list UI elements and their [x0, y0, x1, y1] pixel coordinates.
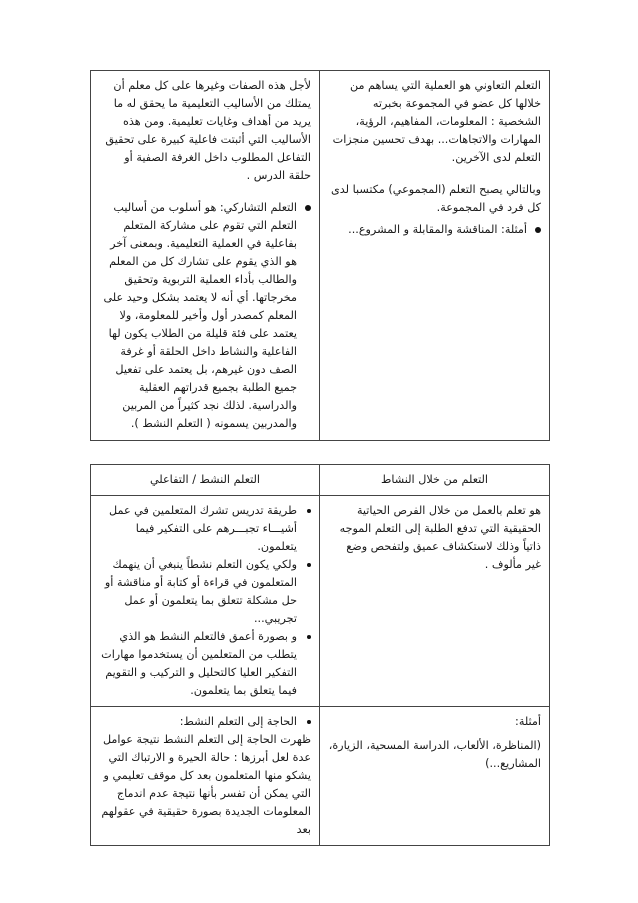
collaborative-definition: التعلم التعاوني هو العملية التي يساهم من خلالها كل عضو في المجموعة بخبرته الشخصية : المعلومات، المفاهيم، الرؤية، المهارات والاتجاهات... بهدف تحسين منجزات التعلم لدى الآخرين.: [332, 79, 541, 164]
table-active-learning: [90, 464, 550, 846]
collaborative-examples: أمثلة: المناقشة والمقابلة و المشروع...: [328, 221, 541, 239]
cell-participatory: [91, 71, 320, 441]
need-title: الحاجة إلى التعلم النشط:: [99, 713, 311, 731]
collaborative-result: وبالتالي يصبح التعلم (المجموعي) مكتسبا لدى كل فرد في المجموعة.: [330, 183, 541, 214]
table-collaborative-learning: [90, 70, 550, 441]
cell-activity-definition: [320, 496, 550, 707]
examples-list: (المناظرة، الألعاب، الدراسة المسحية، الزيارة، المشاريع...): [328, 739, 541, 770]
header-learning-through-activity: التعلم من خلال النشاط: [320, 465, 550, 496]
cell-collaborative: [320, 71, 550, 441]
need-text: ظهرت الحاجة إلى التعلم النشط نتيجة عوامل عدة لعل أبرزها : حالة الحيرة و الارتباك التي يشكو منها المتعلمون بعد كل موقف تعليمي و التي يمكن أن تفسر بأنها نتيجة عدم اندماج المعلومات الجديدة بصورة حقيقية في عقولهم بعد: [101, 733, 311, 836]
cell-examples: [320, 707, 550, 846]
activity-definition: هو تعلم بالعمل من خلال الفرص الحياتية الحقيقية التي تدفع الطلبة إلى التعلم الموجه ذاتياً وذلك لاستكشاف عميق ولتفحص وضع غير مألوف .: [339, 504, 541, 571]
active-bullet-1: طريقة تدريس تشرك المتعلمين في عمل أشيـــاء تجبـــرهم على التفكير فيما يتعلمون.: [99, 502, 311, 556]
methods-intro: لأجل هذه الصفات وغيرها على كل معلم أن يمتلك من الأساليب التعليمية ما يحقق له ما يريد من أهداف وغايات تعليمية. ومن هذه الأساليب التي أثبتت فاعلية كبيرة على تحقيق التفاعل المطلوب داخل الغرفة الصفية أو حلقة الدرس .: [105, 79, 311, 182]
active-bullet-3: و بصورة أعمق فالتعلم النشط هو الذي يتطلب من المتعلمين أن يستخدموا مهارات التفكير العليا كالتحليل و التركيب و التقويم فيما يتعلق بما يتعلمون.: [99, 628, 311, 700]
cell-active-definition: [91, 496, 320, 707]
header-active-learning: التعلم النشط / التفاعلي: [91, 465, 320, 496]
examples-title: أمثلة:: [515, 715, 541, 728]
cell-need-for-active-learning: [91, 707, 320, 846]
active-bullet-2: ولكي يكون التعلم نشطاً ينبغي أن ينهمك المتعلمون في قراءة أو كتابة أو مناقشة أو حل مشكلة تتعلق بما يتعلمون أو عمل تجريبي...: [99, 556, 311, 628]
participatory-learning-bullet: التعلم التشاركي: هو أسلوب من أساليب التعلم التي تقوم على مشاركة المتعلم بفاعلية في العملية التعليمية. وبمعنى آخر هو الذي يقوم على تشارك كل من المعلم والطالب بأداء العملية التربوية وتحقيق مخرجاتها. أي أنه لا يعتمد بشكل وحيد على المعلم كمصدر أول وأخير للمعلومة، ولا يعتمد على فئة قليلة من الطلاب يكون لها الفاعلية والنشاط داخل الحلقة أو غرفة الصف دون غيرهم، بل يعتمد على تفعيل جميع الطلبة بجميع قدراتهم العقلية والدراسية. لذلك نجد كثيراً من المربين والمدربين يسمونه ( التعلم النشط ).: [99, 199, 311, 433]
